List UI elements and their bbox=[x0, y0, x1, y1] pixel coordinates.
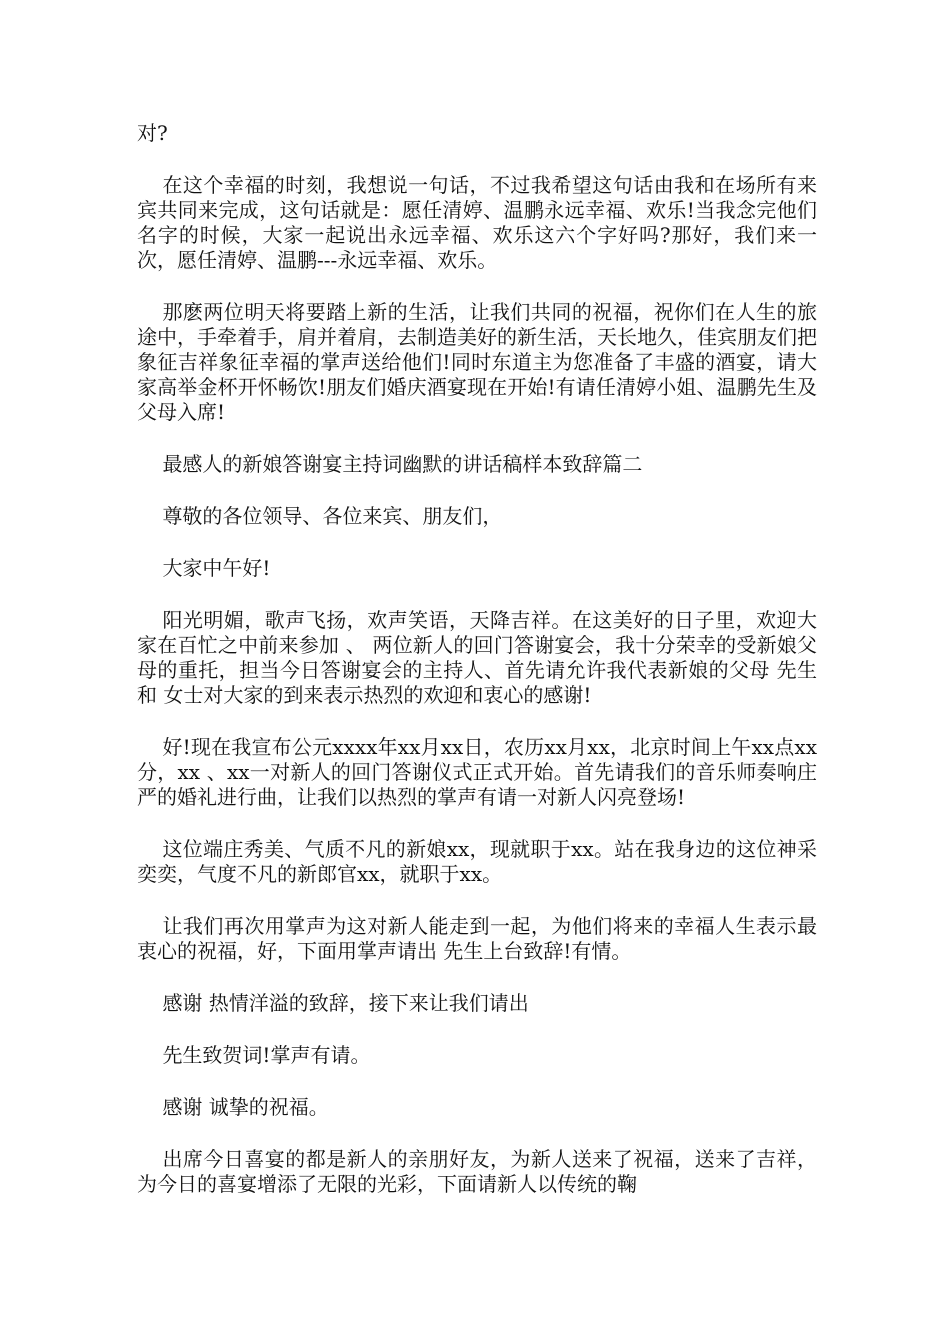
paragraph-greeting: 大家中午好! bbox=[162, 556, 271, 580]
paragraph-ceremony-start: 好!现在我宣布公元xxxx年xx月xx日，农历xx月xx，北京时间上午xx点xx分，xx 、xx一对新人的回门答谢仪式正式开始。首先请我们的音乐师奏响庄严的婚礼进行曲，让我们以热烈的掌声有请一对新人闪亮登场! bbox=[137, 735, 817, 809]
paragraph-applause: 让我们再次用掌声为这对新人能走到一起，为他们将来的幸福人生表示最衷心的祝福，好，下面用掌声请出 先生上台致辞!有情。 bbox=[137, 914, 817, 963]
paragraph-blessing-request: 在这个幸福的时刻，我想说一句话，不过我希望这句话由我和在场所有来宾共同来完成，这句话就是：愿任清婷、温鹏永远幸福、欢乐!当我念完他们名字的时候，大家一起说出永远幸福、欢乐这六个字好吗?那好，我们来一次，愿任清婷、温鹏---永远幸福、欢乐。 bbox=[137, 173, 817, 272]
paragraph-invite-speech: 先生致贺词!掌声有请。 bbox=[162, 1043, 371, 1067]
paragraph-banquet-start: 那麽两位明天将要踏上新的生活，让我们共同的祝福，祝你们在人生的旅途中，手牵着手，肩并着肩，去制造美好的新生活，天长地久，佳宾朋友们把象征吉祥象征幸福的掌声送给他们!同时东道主为您准备了丰盛的酒宴，请大家高举金杯开怀畅饮!朋友们婚庆酒宴现在开始!有请任清婷小姐、温鹏先生及父母入席! bbox=[137, 300, 817, 424]
paragraph-thanks-speech: 感谢 热情洋溢的致辞，接下来让我们请出 bbox=[162, 991, 529, 1015]
document-body bbox=[137, 121, 817, 1224]
paragraph-guests: 出席今日喜宴的都是新人的亲朋好友，为新人送来了祝福，送来了吉祥，为今日的喜宴增添了无限的光彩，下面请新人以传统的鞠 bbox=[137, 1147, 817, 1196]
section-heading: 最感人的新娘答谢宴主持词幽默的讲话稿样本致辞篇二 bbox=[162, 452, 643, 476]
paragraph-continuation: 对? bbox=[137, 121, 168, 145]
paragraph-thanks-blessing: 感谢 诚挚的祝福。 bbox=[162, 1095, 329, 1119]
paragraph-welcome: 阳光明媚，歌声飞扬，欢声笑语，天降吉祥。在这美好的日子里，欢迎大家在百忙之中前来参加 、 两位新人的回门答谢宴会，我十分荣幸的受新娘父母的重托，担当今日答谢宴会的主持人、首先请允许我代表新娘的父母 先生和 女士对大家的到来表示热烈的欢迎和衷心的感谢! bbox=[137, 608, 817, 707]
paragraph-salutation: 尊敬的各位领导、各位来宾、朋友们， bbox=[162, 504, 503, 528]
paragraph-introduce-couple: 这位端庄秀美、气质不凡的新娘xx，现就职于xx。站在我身边的这位神采奕奕，气度不凡的新郎官xx，就职于xx。 bbox=[137, 837, 817, 886]
